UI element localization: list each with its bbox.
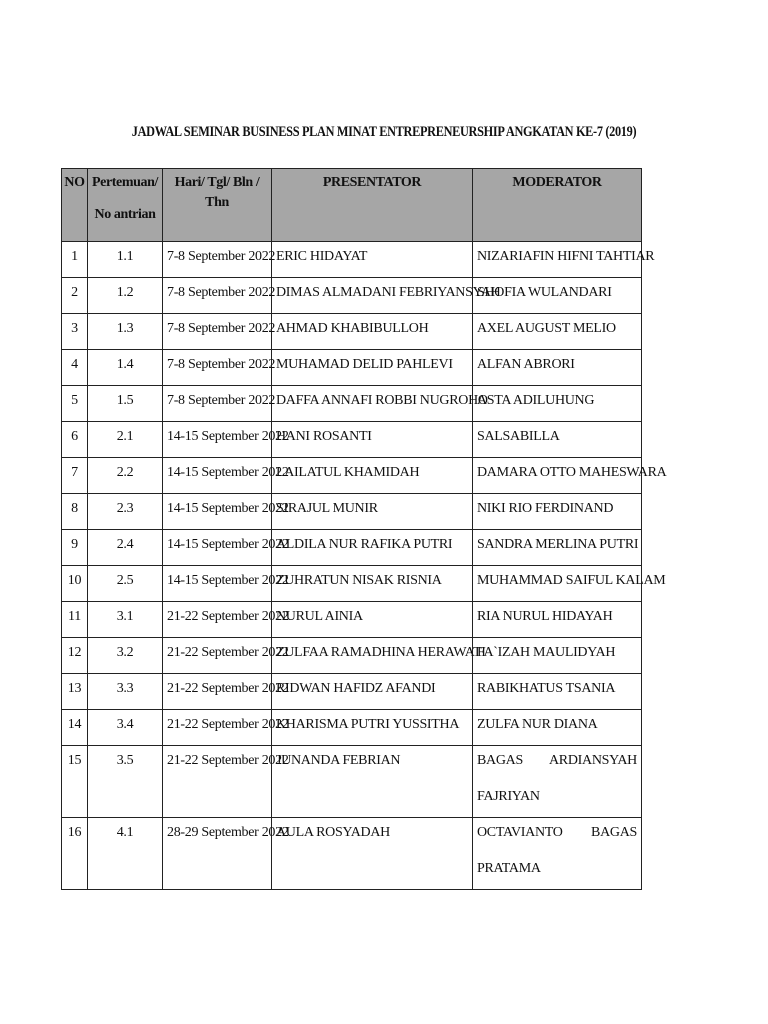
cell-no: 8 — [62, 494, 88, 530]
table-row-16 — [62, 818, 642, 890]
cell-moderator: ASTA ADILUHUNG — [473, 386, 642, 422]
table-row — [62, 494, 642, 530]
cell-moderator: ZULFA NUR DIANA — [473, 710, 642, 746]
cell-pertemuan: 1.4 — [88, 350, 163, 386]
cell-moderator: ALFAN ABRORI — [473, 350, 642, 386]
cell-no: 4 — [62, 350, 88, 386]
cell-tanggal: 21-22 September 2022 — [163, 602, 272, 638]
cell-pertemuan: 3.2 — [88, 638, 163, 674]
table-row — [62, 530, 642, 566]
cell-tanggal: 21-22 September 2022 — [163, 674, 272, 710]
header-pertemuan — [88, 169, 163, 242]
cell-moderator: RABIKHATUS TSANIA — [473, 674, 642, 710]
cell-presentator: ALDILA NUR RAFIKA PUTRI — [272, 530, 473, 566]
cell-moderator: DAMARA OTTO MAHESWARA — [473, 458, 642, 494]
cell-pertemuan: 3.1 — [88, 602, 163, 638]
cell-no: 2 — [62, 278, 88, 314]
cell-moderator: SALSABILLA — [473, 422, 642, 458]
table-row — [62, 422, 642, 458]
cell-no: 10 — [62, 566, 88, 602]
cell-tanggal: 21-22 September 2022 — [163, 746, 272, 818]
header-moderator: MODERATOR — [473, 169, 642, 242]
cell-tanggal: 14-15 September 2022 — [163, 566, 272, 602]
table-row — [62, 710, 642, 746]
header-presentator: PRESENTATOR — [272, 169, 473, 242]
cell-pertemuan: 4.1 — [88, 818, 163, 890]
cell-moderator: BAGAS ARDIANSYAH FAJRIYAN — [473, 746, 642, 818]
cell-moderator: AXEL AUGUST MELIO — [473, 314, 642, 350]
cell-tanggal: 14-15 September 2022 — [163, 494, 272, 530]
cell-presentator: HANI ROSANTI — [272, 422, 473, 458]
table-row — [62, 350, 642, 386]
cell-presentator: DIMAS ALMADANI FEBRIYANSYAH — [272, 278, 473, 314]
cell-tanggal: 14-15 September 2022 — [163, 530, 272, 566]
cell-no: 11 — [62, 602, 88, 638]
table-row-15 — [62, 746, 642, 818]
cell-no: 16 — [62, 818, 88, 890]
cell-presentator: KHARISMA PUTRI YUSSITHA — [272, 710, 473, 746]
cell-no: 3 — [62, 314, 88, 350]
cell-tanggal: 14-15 September 2022 — [163, 458, 272, 494]
cell-pertemuan: 1.1 — [88, 242, 163, 278]
cell-moderator: SANDRA MERLINA PUTRI — [473, 530, 642, 566]
cell-tanggal: 14-15 September 2022 — [163, 422, 272, 458]
cell-tanggal: 7-8 September 2022 — [163, 278, 272, 314]
cell-moderator: RIA NURUL HIDAYAH — [473, 602, 642, 638]
cell-moderator: MUHAMMAD SAIFUL KALAM — [473, 566, 642, 602]
cell-pertemuan: 2.1 — [88, 422, 163, 458]
header-tanggal: Hari/ Tgl/ Bln / Thn — [163, 169, 272, 242]
cell-presentator: NURUL AINIA — [272, 602, 473, 638]
table-row — [62, 566, 642, 602]
cell-no: 13 — [62, 674, 88, 710]
cell-presentator: LAILATUL KHAMIDAH — [272, 458, 473, 494]
table-row — [62, 314, 642, 350]
cell-tanggal: 7-8 September 2022 — [163, 314, 272, 350]
cell-pertemuan: 3.4 — [88, 710, 163, 746]
cell-pertemuan: 1.3 — [88, 314, 163, 350]
table-row — [62, 674, 642, 710]
table-row — [62, 386, 642, 422]
cell-presentator: MUHAMAD DELID PAHLEVI — [272, 350, 473, 386]
cell-presentator: SIRAJUL MUNIR — [272, 494, 473, 530]
cell-tanggal: 21-22 September 2022 — [163, 638, 272, 674]
header-no: NO — [62, 169, 88, 242]
table-row — [62, 242, 642, 278]
cell-pertemuan: 1.2 — [88, 278, 163, 314]
table-row — [62, 278, 642, 314]
cell-no: 1 — [62, 242, 88, 278]
cell-moderator: NIKI RIO FERDINAND — [473, 494, 642, 530]
cell-moderator: OCTAVIANTO BAGAS PRATAMA — [473, 818, 642, 890]
table-row — [62, 458, 642, 494]
document-title: JADWAL SEMINAR BUSINESS PLAN MINAT ENTREPRENEURSHIP ANGKATAN KE-7 (2019) — [131, 124, 637, 140]
cell-tanggal: 21-22 September 2022 — [163, 710, 272, 746]
cell-pertemuan: 2.3 — [88, 494, 163, 530]
table-row — [62, 602, 642, 638]
cell-presentator: AHMAD KHABIBULLOH — [272, 314, 473, 350]
cell-presentator: JUNANDA FEBRIAN — [272, 746, 473, 818]
cell-tanggal: 7-8 September 2022 — [163, 242, 272, 278]
header-pertemuan-line1: Pertemuan/ — [92, 175, 158, 190]
cell-no: 5 — [62, 386, 88, 422]
cell-tanggal: 7-8 September 2022 — [163, 350, 272, 386]
cell-presentator: RIDWAN HAFIDZ AFANDI — [272, 674, 473, 710]
cell-no: 12 — [62, 638, 88, 674]
cell-presentator: AULA ROSYADAH — [272, 818, 473, 890]
cell-pertemuan: 3.5 — [88, 746, 163, 818]
cell-no: 6 — [62, 422, 88, 458]
cell-pertemuan: 2.2 — [88, 458, 163, 494]
table-header-row — [62, 169, 642, 242]
cell-presentator: ZUHRATUN NISAK RISNIA — [272, 566, 473, 602]
cell-presentator: ZULFAA RAMADHINA HERAWATI — [272, 638, 473, 674]
cell-no: 7 — [62, 458, 88, 494]
table-row — [62, 638, 642, 674]
cell-pertemuan: 1.5 — [88, 386, 163, 422]
cell-pertemuan: 2.4 — [88, 530, 163, 566]
cell-no: 15 — [62, 746, 88, 818]
cell-pertemuan: 2.5 — [88, 566, 163, 602]
cell-no: 14 — [62, 710, 88, 746]
cell-presentator: DAFFA ANNAFI ROBBI NUGROHO — [272, 386, 473, 422]
cell-pertemuan: 3.3 — [88, 674, 163, 710]
cell-presentator: ERIC HIDAYAT — [272, 242, 473, 278]
cell-moderator: SHOFIA WULANDARI — [473, 278, 642, 314]
cell-moderator: NIZARIAFIN HIFNI TAHTIAR — [473, 242, 642, 278]
cell-moderator: FA`IZAH MAULIDYAH — [473, 638, 642, 674]
cell-tanggal: 7-8 September 2022 — [163, 386, 272, 422]
header-pertemuan-line2: No antrian — [94, 207, 156, 222]
cell-tanggal: 28-29 September 2022 — [163, 818, 272, 890]
schedule-table — [61, 168, 667, 890]
cell-no: 9 — [62, 530, 88, 566]
